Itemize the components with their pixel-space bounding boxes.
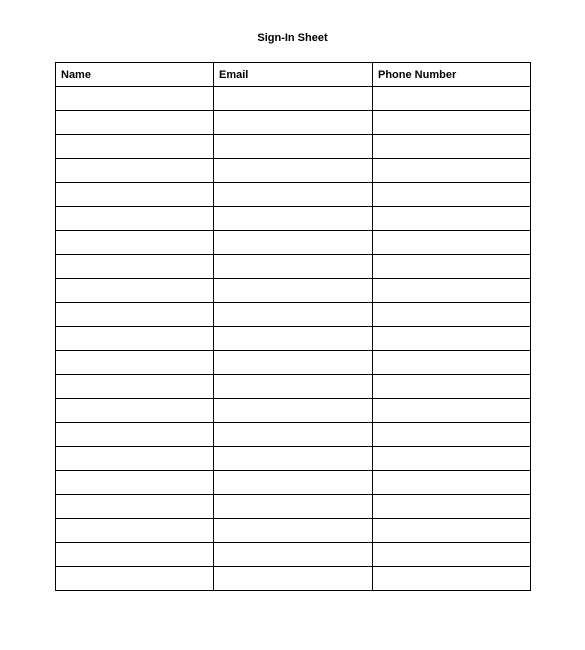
table-row [56,399,531,423]
phone-cell[interactable] [373,567,531,591]
phone-cell[interactable] [373,399,531,423]
email-cell[interactable] [214,255,373,279]
phone-cell[interactable] [373,519,531,543]
table-row [56,279,531,303]
email-cell[interactable] [214,543,373,567]
name-cell[interactable] [56,519,214,543]
table-row [56,207,531,231]
table-row [56,519,531,543]
name-cell[interactable] [56,159,214,183]
email-cell[interactable] [214,399,373,423]
phone-cell[interactable] [373,303,531,327]
table-row [56,447,531,471]
name-cell[interactable] [56,207,214,231]
table-row [56,351,531,375]
table-header-row [56,63,531,87]
phone-cell[interactable] [373,255,531,279]
table-row [56,303,531,327]
email-cell[interactable] [214,471,373,495]
email-cell[interactable] [214,327,373,351]
name-cell[interactable] [56,183,214,207]
table-row [56,231,531,255]
name-cell[interactable] [56,351,214,375]
column-header-phone: Phone Number [373,63,531,87]
name-cell[interactable] [56,567,214,591]
name-cell[interactable] [56,135,214,159]
name-cell[interactable] [56,279,214,303]
email-cell[interactable] [214,447,373,471]
email-cell[interactable] [214,159,373,183]
phone-cell[interactable] [373,207,531,231]
name-cell[interactable] [56,111,214,135]
email-cell[interactable] [214,375,373,399]
phone-cell[interactable] [373,327,531,351]
table-row [56,471,531,495]
table-row [56,375,531,399]
phone-cell[interactable] [373,135,531,159]
name-cell[interactable] [56,399,214,423]
phone-cell[interactable] [373,159,531,183]
table-body [56,87,531,591]
email-cell[interactable] [214,519,373,543]
name-cell[interactable] [56,303,214,327]
name-cell[interactable] [56,87,214,111]
name-cell[interactable] [56,447,214,471]
email-cell[interactable] [214,231,373,255]
email-cell[interactable] [214,135,373,159]
phone-cell[interactable] [373,351,531,375]
table-row [56,543,531,567]
name-cell[interactable] [56,543,214,567]
phone-cell[interactable] [373,495,531,519]
phone-cell[interactable] [373,279,531,303]
name-cell[interactable] [56,471,214,495]
table-row [56,495,531,519]
name-cell[interactable] [56,495,214,519]
phone-cell[interactable] [373,111,531,135]
table-row [56,327,531,351]
phone-cell[interactable] [373,543,531,567]
phone-cell[interactable] [373,183,531,207]
phone-cell[interactable] [373,447,531,471]
table-row [56,255,531,279]
name-cell[interactable] [56,327,214,351]
phone-cell[interactable] [373,375,531,399]
email-cell[interactable] [214,279,373,303]
table-row [56,135,531,159]
table-row [56,111,531,135]
email-cell[interactable] [214,87,373,111]
phone-cell[interactable] [373,423,531,447]
phone-cell[interactable] [373,87,531,111]
table-row [56,87,531,111]
table-row [56,567,531,591]
name-cell[interactable] [56,375,214,399]
table-row [56,423,531,447]
email-cell[interactable] [214,207,373,231]
name-cell[interactable] [56,423,214,447]
column-header-name: Name [56,63,214,87]
name-cell[interactable] [56,255,214,279]
signin-table [55,62,531,591]
email-cell[interactable] [214,351,373,375]
table-row [56,183,531,207]
email-cell[interactable] [214,303,373,327]
phone-cell[interactable] [373,471,531,495]
column-header-email: Email [214,63,373,87]
email-cell[interactable] [214,423,373,447]
phone-cell[interactable] [373,231,531,255]
email-cell[interactable] [214,183,373,207]
email-cell[interactable] [214,567,373,591]
page-title: Sign-In Sheet [257,32,328,44]
email-cell[interactable] [214,495,373,519]
email-cell[interactable] [214,111,373,135]
table-row [56,159,531,183]
name-cell[interactable] [56,231,214,255]
